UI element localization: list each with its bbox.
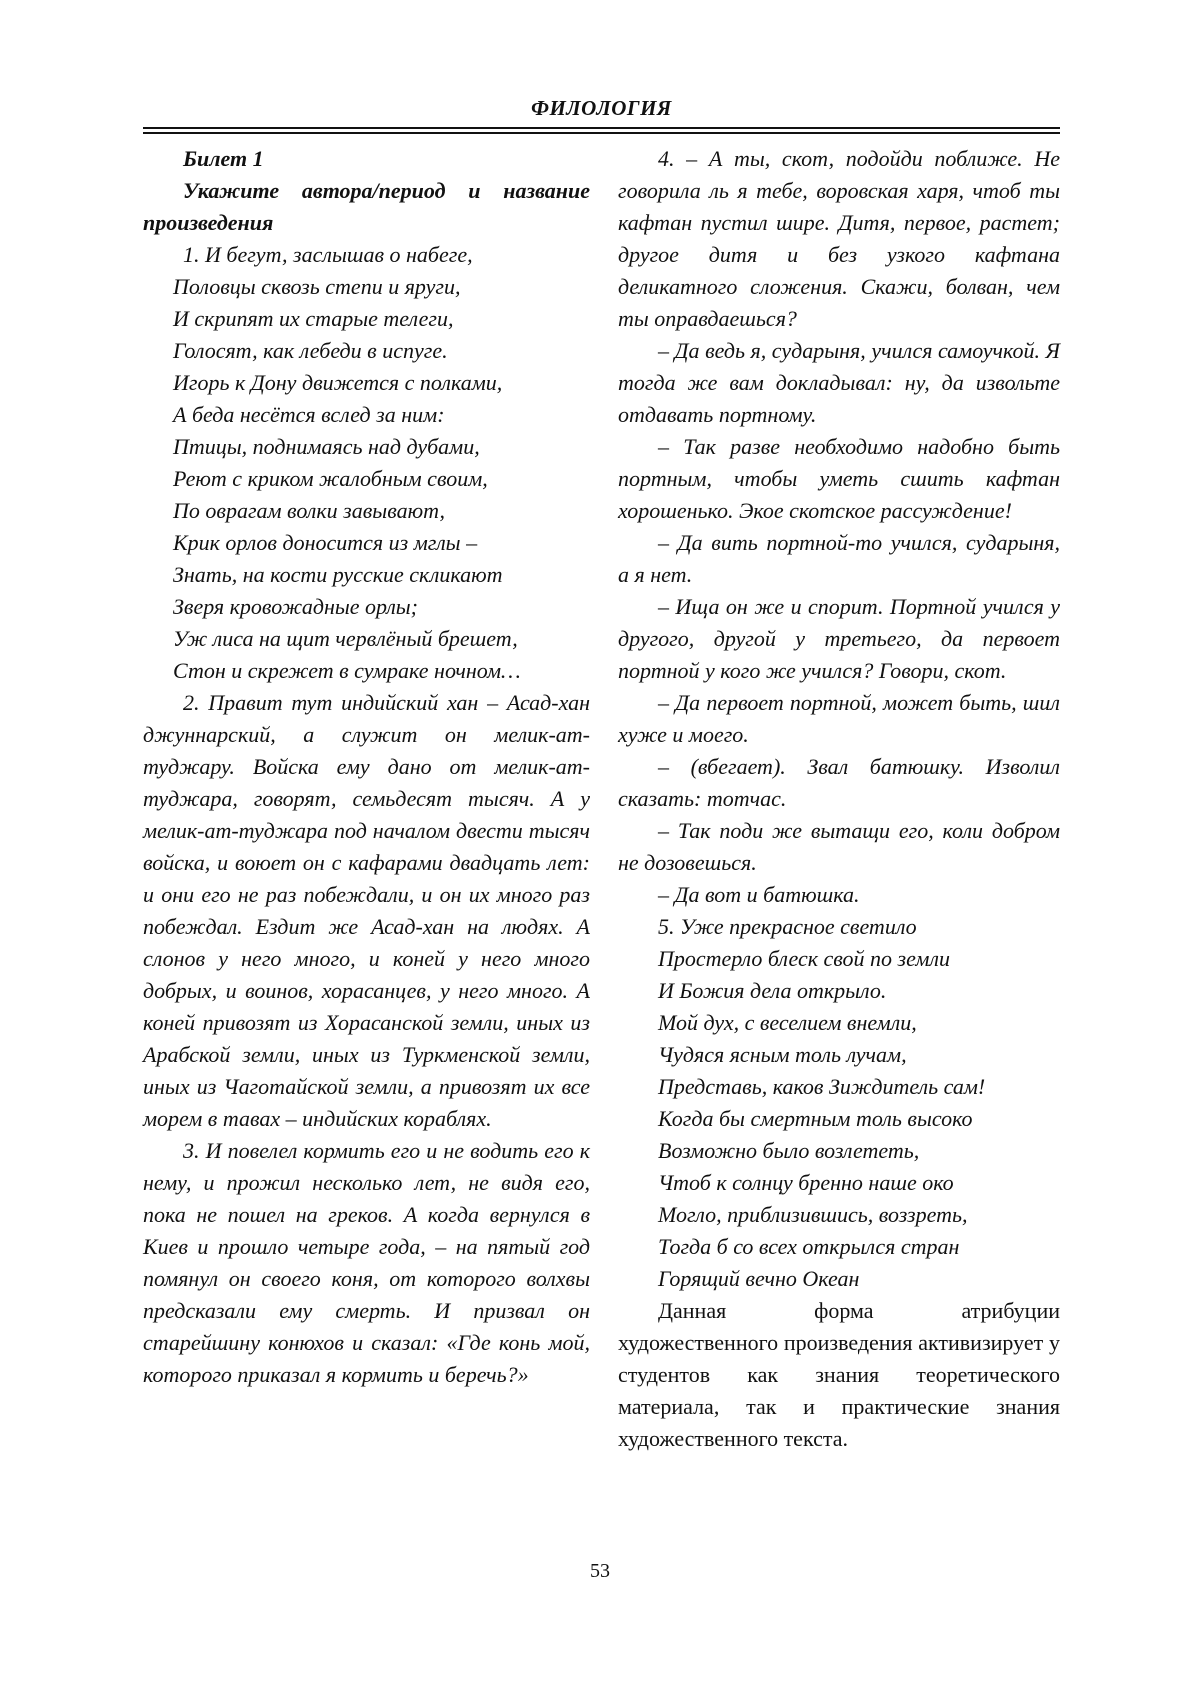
verse-line: Чудяся ясным толь лучам,	[658, 1042, 907, 1067]
header-rule-bottom	[143, 132, 1060, 134]
verse-line: Простерло блеск свой по земли	[658, 946, 950, 971]
paragraph-3: 3. И повелел кормить его и не водить его к нему, и прожил несколько лет, не видя его, пока не пошел на греков. А когда вернулся в Киев и прошло четыре года, – на пятый год помянул он своего коня, от которого волхвы предсказали ему смерть. И призвал он старейшину конюхов и сказал: «Где конь мой, которого приказал я кормить и беречь?»	[143, 1138, 590, 1387]
verse-line: Возможно было возлететь,	[658, 1138, 920, 1163]
verse-line: Реют с криком жалобным своим,	[173, 466, 488, 491]
dialogue-line: – Да вить портной-то учился, сударыня, а я нет.	[618, 530, 1060, 587]
closing-paragraph: Данная форма атрибуции художественного произведения активизирует у студентов как знания теоретического материала, так и практические знания художественного текста.	[618, 1298, 1060, 1451]
verse-line: Чтоб к солнцу бренно наше око	[658, 1170, 954, 1195]
verse-line: Птицы, поднимаясь над дубами,	[173, 434, 480, 459]
header-rule-top	[143, 127, 1060, 129]
verse-line: Горящий вечно Океан	[658, 1266, 860, 1291]
dialogue-line: – Да ведь я, сударыня, учился самоучкой. Я тогда же вам докладывал: ну, да извольте отдавать портному.	[618, 338, 1060, 427]
verse-line: Зверя кровожадные орлы;	[173, 594, 419, 619]
dialogue-line: – Так разве необходимо надобно быть портным, чтобы уметь сшить кафтан хорошенько. Экое скотское рассуждение!	[618, 434, 1060, 523]
verse-line: И скрипят их старые телеги,	[173, 306, 454, 331]
verse-line: 1. И бегут, заслышав о набеге,	[183, 242, 473, 267]
verse-line: Уж лиса на щит червлёный брешет,	[173, 626, 518, 651]
task-heading: Укажите автора/период и название произведения	[143, 178, 590, 235]
dialogue-line: – Ища он же и спорит. Портной учился у другого, другой у третьего, да первоет портной у кого же учился? Говори, скот.	[618, 594, 1060, 683]
verse-line: Могло, приблизившись, воззреть,	[658, 1202, 968, 1227]
right-column	[618, 143, 1060, 1455]
verse-line: Представь, каков Зиждитель сам!	[658, 1074, 986, 1099]
verse-line: Игорь к Дону движется с полками,	[173, 370, 503, 395]
verse-line: По оврагам волки завывают,	[173, 498, 446, 523]
verse-line: А беда несётся вслед за ним:	[173, 402, 445, 427]
verse-line: 5. Уже прекрасное светило	[658, 914, 917, 939]
verse-line: Половцы сквозь степи и яруги,	[173, 274, 461, 299]
dialogue-line: – (вбегает). Звал батюшку. Изволил сказать: тотчас.	[618, 754, 1060, 811]
verse-line: Голосят, как лебеди в испуге.	[173, 338, 448, 363]
left-column	[143, 143, 590, 1391]
dialogue-line: – Да первоет портной, может быть, шил хуже и моего.	[618, 690, 1060, 747]
dialogue-line: 4. – А ты, скот, подойди поближе. Не говорила ль я тебе, воровская харя, чтоб ты кафтан пустил шире. Дитя, первое, растет; другое дитя и без узкого кафтана деликатного сложения. Скажи, болван, чем ты оправдаешься?	[618, 146, 1060, 331]
verse-line: Когда бы смертным толь высоко	[658, 1106, 973, 1131]
paragraph-2: 2. Правит тут индийский хан – Асад-хан джуннарский, а служит он мелик-ат-туджару. Войска ему дано от мелик-ат-туджара, говорят, семьдесят тысяч. А у мелик-ат-туджара под началом двести тысяч войска, и воюет он с кафарами двадцать лет: и они его не раз побеждали, и он их много раз побеждал. Ездит же Асад-хан на людях. А слонов у него много, и коней у него много добрых, и воинов, хорасанцев, у него много. А коней привозят из Хорасанской земли, иных из Арабской земли, иных из Туркменской земли, иных из Чаготайской земли, а привозят их все морем в тавах – индийских кораблях.	[143, 690, 590, 1131]
dialogue-line: – Да вот и батюшка.	[658, 882, 860, 907]
verse-line: И Божия дела открыло.	[658, 978, 887, 1003]
dialogue-line: – Так поди же вытащи его, коли добром не дозовешься.	[618, 818, 1060, 875]
verse-line: Тогда б со всех открылся стран	[658, 1234, 960, 1259]
running-header: ФИЛОЛОГИЯ	[531, 96, 672, 120]
verse-1	[143, 239, 590, 687]
verse-line: Мой дух, с веселием внемли,	[658, 1010, 917, 1035]
verse-5	[618, 911, 1060, 1295]
verse-line: Стон и скрежет в сумраке ночном…	[173, 658, 521, 683]
page-number: 53	[590, 1560, 610, 1582]
ticket-heading: Билет 1	[183, 146, 264, 171]
verse-line: Знать, на кости русские скликают	[173, 562, 503, 587]
verse-line: Крик орлов доносится из мглы –	[173, 530, 478, 555]
